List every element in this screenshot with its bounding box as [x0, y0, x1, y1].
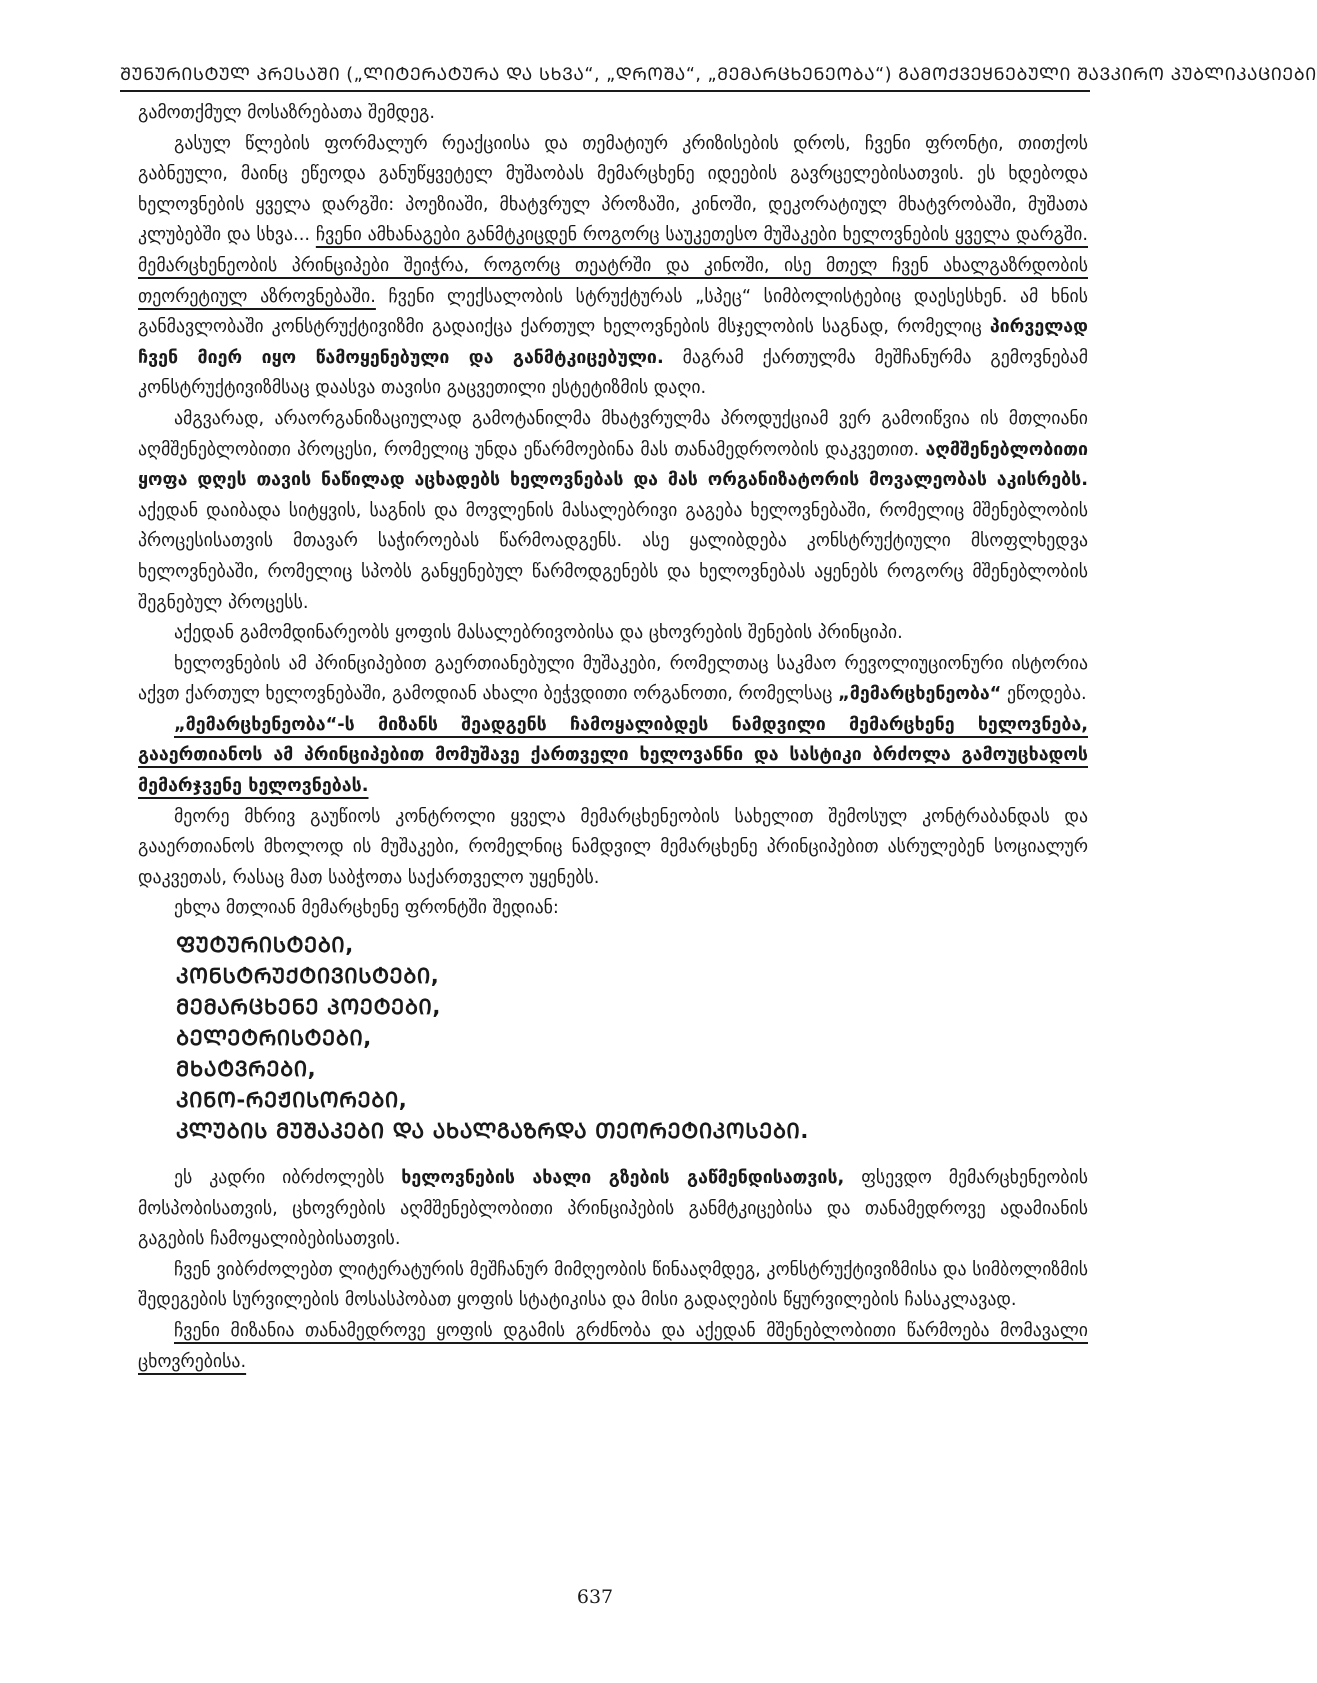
paragraph-text: ეწოდება. [1001, 683, 1087, 705]
underlined-text: „მემარცხენეობა“-ს მიზანს შეადგენს ჩამოყალიბდეს ნამდვილი მემარცხენე ხელოვნება, გააერთიანოს ამ პრინციპებით მომუშავე ქართველი ხელოვანნი და სასტიკი ბრძოლა გამოუცხადოს მემარჯვენე ხელოვნებას. [138, 713, 1088, 797]
list-item: ᲛᲮᲐᲢᲕᲠᲔᲑᲘ, [176, 1057, 317, 1082]
bold-text: ხელოვნების ახალი გზების გაწმენდისათვის, [401, 1167, 845, 1189]
list-item: ᲙᲘᲜᲝ-ᲠᲔᲟᲘᲡᲝᲠᲔᲑᲘ, [176, 1088, 408, 1113]
list-item: ᲑᲔᲚᲔᲢᲠᲘᲡᲢᲔᲑᲘ, [176, 1026, 372, 1051]
paragraph [138, 649, 1088, 710]
mission-statement [138, 710, 1088, 802]
running-header: ᲨᲣᲜᲣᲠᲘᲡᲢᲣᲚ ᲞᲠᲔᲡᲐᲨᲘ („ᲚᲘᲢᲔᲠᲐᲢᲣᲠᲐ ᲓᲐ ᲡᲮᲕᲐ“, „ᲓᲠᲝᲨᲐ“, „ᲛᲔᲛᲐᲠᲪᲮᲔᲜᲔᲝᲑᲐ“) ᲒᲐᲛᲝᲥᲕᲔᲧᲜᲔᲑᲣᲚᲘ ᲨᲐᲕᲙᲘᲠᲝ ᲞᲣᲑᲚᲘᲙᲐᲪᲘᲔᲑᲘ [120, 65, 1317, 85]
paragraph [138, 129, 1088, 404]
paragraph-text: ეს კადრი იბრძოლებს [174, 1167, 402, 1189]
paragraph-text: ჩვენი ლექსალობის სტრუქტურას „სპეც“ სიმბოლისტებიც დაესესხენ. ამ ხნის განმავლობაში კონსტრუქტივიზმი გადაიქცა ქართულ ხელოვნების მსჯელობის საგნად, რომელიც [138, 285, 1089, 338]
paragraph [138, 1163, 1088, 1255]
paragraph-text: აქედან დაიბადა სიტყვის, საგნის და მოვლენის მასალებრივი გაგება ხელოვნებაში, რომელიც მშენებლობის პროცესისათვის მთავარ საჭიროებას წარმოადგენს. ასე ყალიბდება კონსტრუქტიული მსოფლხედვა ხელოვნებაში, რომელიც სპობს განყენებულ წარმოდგენებს და ხელოვნებას აყენებს როგორც მშენებლობის შეგნებულ პროცესს. [138, 499, 1088, 613]
list-item: ᲤᲣᲢᲣᲠᲘᲡᲢᲔᲑᲘ, [176, 933, 354, 958]
paragraph: ჩვენ ვიბრძოლებთ ლიტერატურის მეშჩანურ მიმღეობის წინააღმდეგ, კონსტრუქტივიზმისა და სიმბოლიზმის შედეგების სურვილების მოსასპობათ ყოფის სტატიკისა და მისი გადაღების წყურვილების ჩასაკლავად. [138, 1258, 1088, 1311]
page-body [138, 98, 1088, 1377]
underlined-text: ჩვენი ამხანაგები განმტკიცდენ როგორც საუკეთესო მუშაკები ხელოვნების ყველა დარგში. მემარცხენეობის პრინციპები შეიჭრა, როგორც თეატრში და კინოში, ისე მთელ ჩვენ ახალგაზრდობის თეორეტიულ აზროვნებაში. [138, 224, 1088, 307]
paragraph: ეხლა მთლიან მემარცხენე ფრონტში შედიან: [174, 897, 559, 919]
paragraph-text: ფსევდო მემარცხენეობის მოსპობისათვის, ცხოვრების აღმშენებლობითი პრინციპების განმტკიცებისა და თანამედროვე ადამიანის გაგების ჩამოყალიბებისათვის. [138, 1167, 1088, 1250]
paragraph: გამოთქმულ მოსაზრებათა შემდეგ. [138, 102, 436, 123]
bold-text: პირველად ჩვენ მიერ იყო წამოყენებული და განმტკიცებული. [138, 316, 1088, 368]
paragraph-text: მაგრამ ქართულმა მეშჩანურმა გემოვნებამ კონსტრუქტივიზმსაც დაასვა თავისი გაცვეთილი ესტეტიზმის დაღი. [138, 346, 1088, 399]
paragraph-text: ხელოვნების ამ პრინციპებით გაერთიანებული მუშაკები, რომელთაც საკმაო რევოლიუციონური ისტორია აქვთ ქართულ ხელოვნებაში, გამოდიან ახალი ბეჭვდითი ორგანოთი, რომელსაც [138, 652, 1088, 705]
paragraph [138, 1316, 1088, 1377]
bold-text: „მემარცხენეობა“ [838, 683, 1002, 705]
paragraph-text: ამგვარად, არაორგანიზაციულად გამოტანილმა მხატვრულმა პროდუქციამ ვერ გამოიწვია ის მთლიანი აღმშენებლობითი პროცესი, რომელიც უნდა ეწარმოებინა მას თანამედროობის დაკვეთით. [138, 407, 1088, 460]
paragraph: მეორე მხრივ გაუწიოს კონტროლი ყველა მემარცხენეობის სახელით შემოსულ კონტრაბანდას და გააერთიანოს მხოლოდ ის მუშაკები, რომელნიც ნამდვილ მემარცხენე პრინციპებით ასრულებენ სოციალურ დაკვეთას, რასაც მათ საბჭოთა საქართველო უყენებს. [138, 805, 1088, 888]
paragraph [138, 404, 1088, 618]
list-item: ᲛᲔᲛᲐᲠᲪᲮᲔᲜᲔ ᲞᲝᲔᲢᲔᲑᲘ, [176, 995, 441, 1020]
members-list [176, 930, 1088, 1147]
paragraph: აქედან გამომდინარეობს ყოფის მასალებრივობისა და ცხოვრების შენების პრინციპი. [174, 622, 903, 644]
bold-text: აღმშენებლობითი ყოფა დღეს თავის ნაწილად აცხადებს ხელოვნებას და მას ორგანიზატორის მოვალეობას აკისრებს. [138, 438, 1088, 491]
paragraph-text: გასულ წლების ფორმალურ რეაქციისა და თემატიურ კრიზისების დროს, ჩვენი ფრონტი, თითქოს გაბნეული, მაინც ეწეოდა განუწყვეტელ მუშაობას მემარცხენე იდეების გავრცელებისათვის. ეს ხდებოდა ხელოვნების ყველა დარგში: პოეზიაში, მხატვრულ პროზაში, კინოში, დეკორატიულ მხატვრობაში, მუშათა კლუბებში და სხვა... [138, 132, 1088, 246]
header-rule [120, 90, 1090, 92]
page-number: 637 [576, 1586, 614, 1608]
list-item: ᲙᲚᲣᲑᲘᲡ ᲛᲣᲨᲐᲙᲔᲑᲘ ᲓᲐ ᲐᲮᲐᲚᲒᲐᲖᲠᲓᲐ ᲗᲔᲝᲠᲔᲢᲘᲙᲝᲡᲔᲑᲘ. [176, 1119, 809, 1144]
list-item: ᲙᲝᲜᲡᲢᲠᲣᲥᲢᲘᲕᲘᲡᲢᲔᲑᲘ, [176, 964, 440, 989]
underlined-text: ჩვენი მიზანია თანამედროვე ყოფის დგამის გრძნობა და აქედან მშენებლობითი წარმოება მომავალი ცხოვრებისა. [138, 1320, 1088, 1372]
